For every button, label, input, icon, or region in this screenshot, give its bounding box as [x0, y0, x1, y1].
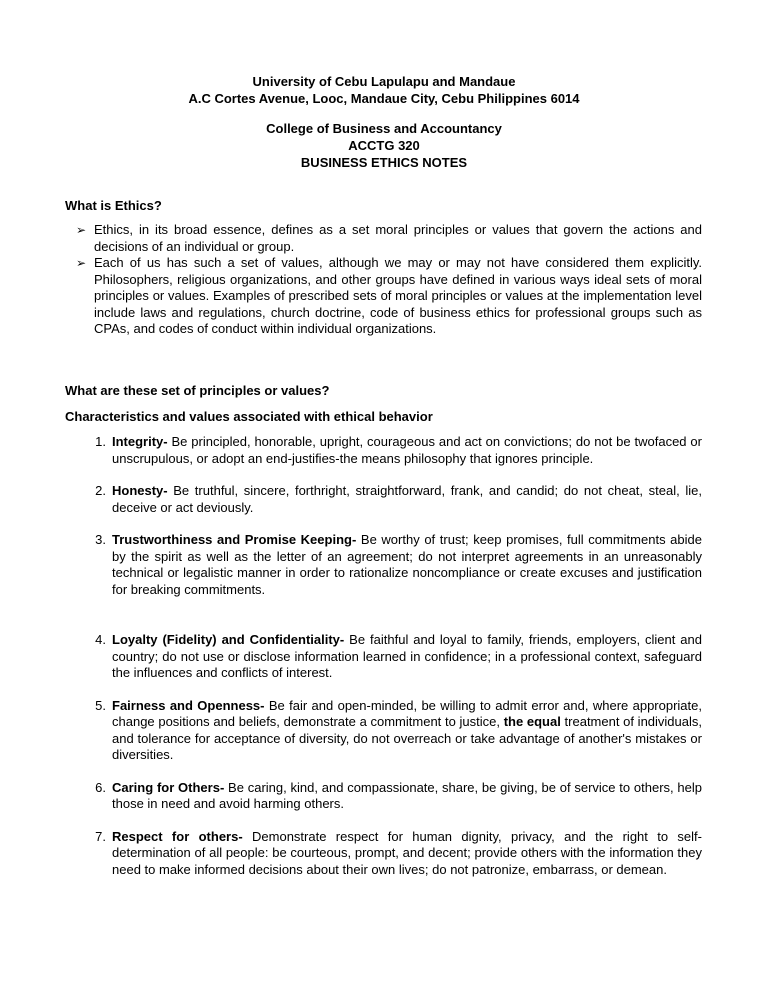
list-item: [76, 780, 702, 813]
item-text: Be fair and open-minded, be willing to admit error and, where appropriate, change positions and beliefs, demonstrate a commitment to justice,: [112, 697, 702, 729]
list-item: [76, 698, 702, 764]
ethics-bullet-list: [76, 222, 702, 338]
item-number: 6.: [95, 779, 106, 795]
arrow-bullet-icon: ➢: [76, 256, 87, 270]
item-number: 4.: [95, 632, 106, 647]
list-item: [76, 632, 702, 682]
notes-title: BUSINESS ETHICS NOTES: [300, 155, 468, 170]
institution-header: [0, 73, 768, 107]
item-text: Be worthy of trust; keep promises, full commitments abide by the spirit as well as the letter of an agreement; do not interpret agreements in an unreasonably technical or legalistic manner in order to rationalize noncompliance or create excuses and justification for breaking commitments.: [112, 532, 702, 597]
college-name: College of Business and Accountancy: [266, 121, 502, 136]
university-name: University of Cebu Lapulapu and Mandaue: [252, 74, 516, 89]
course-header: [0, 120, 768, 171]
section2-heading: What are these set of principles or values?: [65, 383, 330, 398]
item-text: Be faithful and loyal to family, friends, employers, client and country; do not use or disclose information learned in confidence; in a professional context, safeguard the influences and conflicts of interest.: [112, 632, 702, 680]
item-number: 3.: [95, 532, 106, 547]
item-number: 5.: [95, 697, 106, 713]
list-item: [76, 532, 702, 598]
list-item: [76, 255, 702, 338]
university-address: A.C Cortes Avenue, Looc, Mandaue City, Cebu Philippines 6014: [188, 91, 580, 106]
item-number: 7.: [95, 828, 106, 844]
item-text: Be caring, kind, and compassionate, share, be giving, be of service to others, help those in need and avoid harming others.: [112, 779, 702, 811]
item-term: Integrity-: [112, 434, 168, 449]
item-number: 1.: [95, 434, 106, 449]
item-term: Caring for Others-: [112, 779, 225, 795]
item-text: Demonstrate respect for human dignity, privacy, and the right to self-determination of all people: be courteous, prompt, and decent; provide others with the information they need to make informed decisions about their own lives; do not patronize, embarrass, or demean.: [112, 828, 702, 877]
item-term: Trustworthiness and Promise Keeping-: [112, 532, 357, 547]
arrow-bullet-icon: ➢: [76, 223, 87, 237]
section1-heading: What is Ethics?: [65, 198, 162, 213]
values-list: [76, 434, 702, 878]
item-text: treatment of individuals, and tolerance for acceptance of diversity, do not overreach or take advantage of another's mistakes or diversities.: [112, 714, 702, 762]
item-term: Loyalty (Fidelity) and Confidentiality-: [112, 632, 345, 647]
list-item: [76, 434, 702, 467]
item-term: Honesty-: [112, 483, 168, 498]
section2-subheading: Characteristics and values associated with ethical behavior: [65, 409, 433, 424]
item-number: 2.: [95, 483, 106, 498]
item-text: Be principled, honorable, upright, courageous and act on convictions; do not be twofaced or unscrupulous, or adopt an end-justifies-the means philosophy that ignores principle.: [112, 434, 702, 466]
list-item: [76, 829, 702, 879]
item-term: Respect for others-: [112, 828, 243, 844]
bullet-text: Each of us has such a set of values, although we may or may not have considered them explicitly. Philosophers, religious organizations, and other groups have defined in various ways ideal sets of moral principles or values. Examples of prescribed sets of moral principles or values at the implementation level include laws and regulations, church doctrine, code of business ethics for professional groups such as CPAs, and codes of conduct within individual organizations.: [94, 255, 702, 336]
item-text: Be truthful, sincere, forthright, straightforward, frank, and candid; do not cheat, steal, lie, deceive or act deviously.: [112, 483, 702, 515]
course-code: ACCTG 320: [348, 138, 420, 153]
item-emphasis: the equal: [503, 714, 561, 729]
list-item: [76, 222, 702, 255]
bullet-text: Ethics, in its broad essence, defines as a set moral principles or values that govern the actions and decisions of an individual or group.: [94, 222, 702, 254]
item-term: Fairness and Openness-: [112, 697, 265, 713]
list-item: [76, 483, 702, 516]
